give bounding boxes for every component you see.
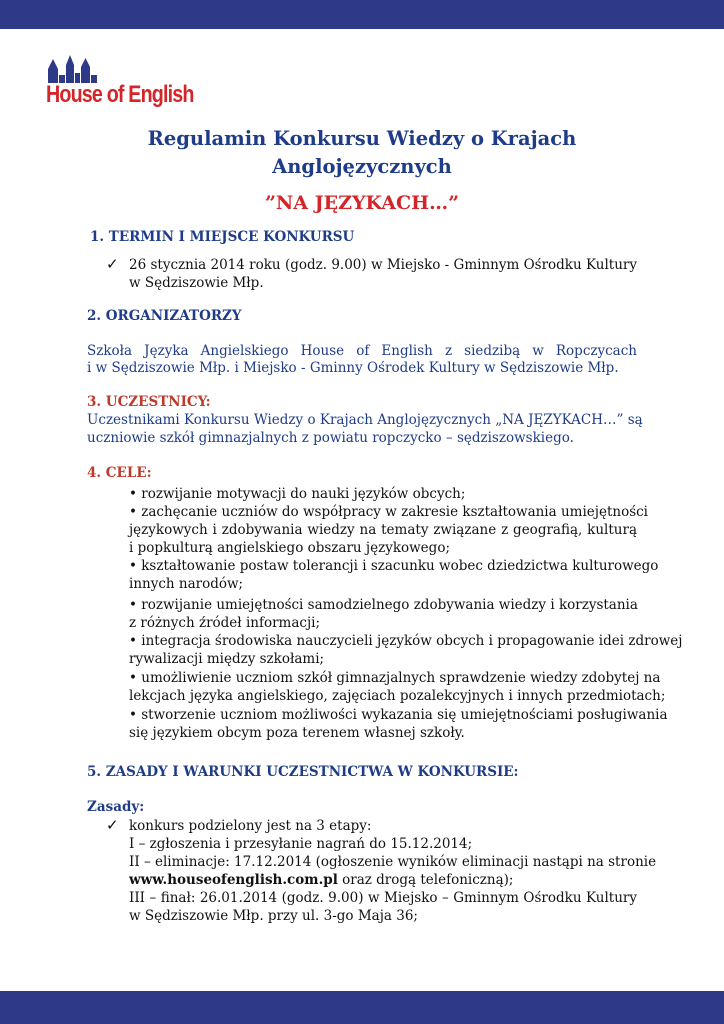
goal-line: • umożliwienie uczniom szkół gimnazjalnych sprawdzenie wiedzy zdobytej na — [129, 670, 661, 686]
header-band — [0, 0, 724, 29]
page-title-line2: Anglojęzycznych — [272, 155, 452, 178]
checkmark-icon: ✓ — [106, 255, 119, 273]
rules-subheading: Zasady: — [87, 799, 145, 815]
section2-text-line2: i w Sędziszowie Młp. i Miejsko - Gminny Ośrodek Kultury w Sędziszowie Młp. — [87, 360, 619, 376]
goal-line: językowych i zdobywania wiedzy na tematy związane z geografią, kulturą — [129, 522, 637, 538]
contest-name: ”NA JĘZYKACH…” — [264, 192, 460, 214]
goal-line: rywalizacji między szkołami; — [129, 651, 325, 667]
section3-heading: 3. UCZESTNICY: — [87, 394, 211, 410]
section1-heading: 1. TERMIN I MIEJSCE KONKURSU — [90, 229, 355, 245]
goal-line: innych narodów; — [129, 576, 244, 592]
goal-line: • kształtowanie postaw tolerancji i szacunku wobec dziedzictwa kulturowego — [129, 558, 659, 574]
stage-3: III – finał: 26.01.2014 (godz. 9.00) w Miejsko – Gminnym Ośrodku Kultury — [129, 890, 637, 906]
stage-2-rest: oraz drogą telefoniczną); — [337, 872, 514, 888]
goal-line: się językiem obcym poza terenem własnej szkoły. — [129, 725, 465, 741]
goal-line: z różnych źródeł informacji; — [129, 615, 321, 631]
checkmark-icon: ✓ — [106, 816, 119, 834]
logo-text: House of English — [46, 81, 194, 108]
stage-3-line2: w Sędziszowie Młp. przy ul. 3-go Maja 36; — [129, 908, 418, 924]
goal-line: • rozwijanie motywacji do nauki języków obcych; — [129, 486, 466, 502]
house-of-english-logo — [46, 55, 194, 111]
section2-text: Szkoła Języka Angielskiego House of English z siedzibą w Ropczycach — [87, 343, 637, 359]
goal-line: lekcjach języka angielskiego, zajęciach pozalekcyjnych i innych przedmiotach; — [129, 688, 666, 704]
page-title: Regulamin Konkursu Wiedzy o Krajach — [147, 127, 577, 150]
goal-line: • stworzenie uczniom możliwości wykazania się umiejętnościami posługiwania — [129, 707, 668, 723]
stage-1: I – zgłoszenia i przesyłanie nagrań do 15.12.2014; — [129, 836, 473, 852]
goal-line: • zachęcanie uczniów do współpracy w zakresie kształtowania umiejętności — [129, 504, 648, 520]
footer-band — [0, 991, 724, 1024]
website-link[interactable]: www.houseofenglish.com.pl — [129, 872, 338, 888]
stage-2: II – eliminacje: 17.12.2014 (ogłoszenie wyników eliminacji nastąpi na stronie — [129, 854, 657, 870]
section1-text-line2: w Sędziszowie Młp. — [129, 275, 264, 291]
section3-text-line2: uczniowie szkół gimnazjalnych z powiatu ropczycko – sędziszowskiego. — [87, 430, 574, 446]
stage-2-line2 — [129, 871, 513, 889]
goal-line: i popkulturą angielskiego obszaru językowego; — [129, 540, 450, 556]
section4-heading: 4. CELE: — [87, 465, 152, 481]
goal-line: • rozwijanie umiejętności samodzielnego zdobywania wiedzy i korzystania — [129, 597, 638, 613]
stages-intro: konkurs podzielony jest na 3 etapy: — [129, 818, 372, 834]
section3-text: Uczestnikami Konkursu Wiedzy o Krajach Anglojęzycznych „NA JĘZYKACH…” są — [87, 412, 643, 428]
goal-line: • integracja środowiska nauczycieli języków obcych i propagowanie idei zdrowej — [129, 633, 683, 649]
section1-text: 26 stycznia 2014 roku (godz. 9.00) w Miejsko - Gminnym Ośrodku Kultury — [129, 257, 637, 273]
section2-heading: 2. ORGANIZATORZY — [87, 308, 242, 324]
section5-heading: 5. ZASADY I WARUNKI UCZESTNICTWA W KONKURSIE: — [87, 764, 519, 780]
